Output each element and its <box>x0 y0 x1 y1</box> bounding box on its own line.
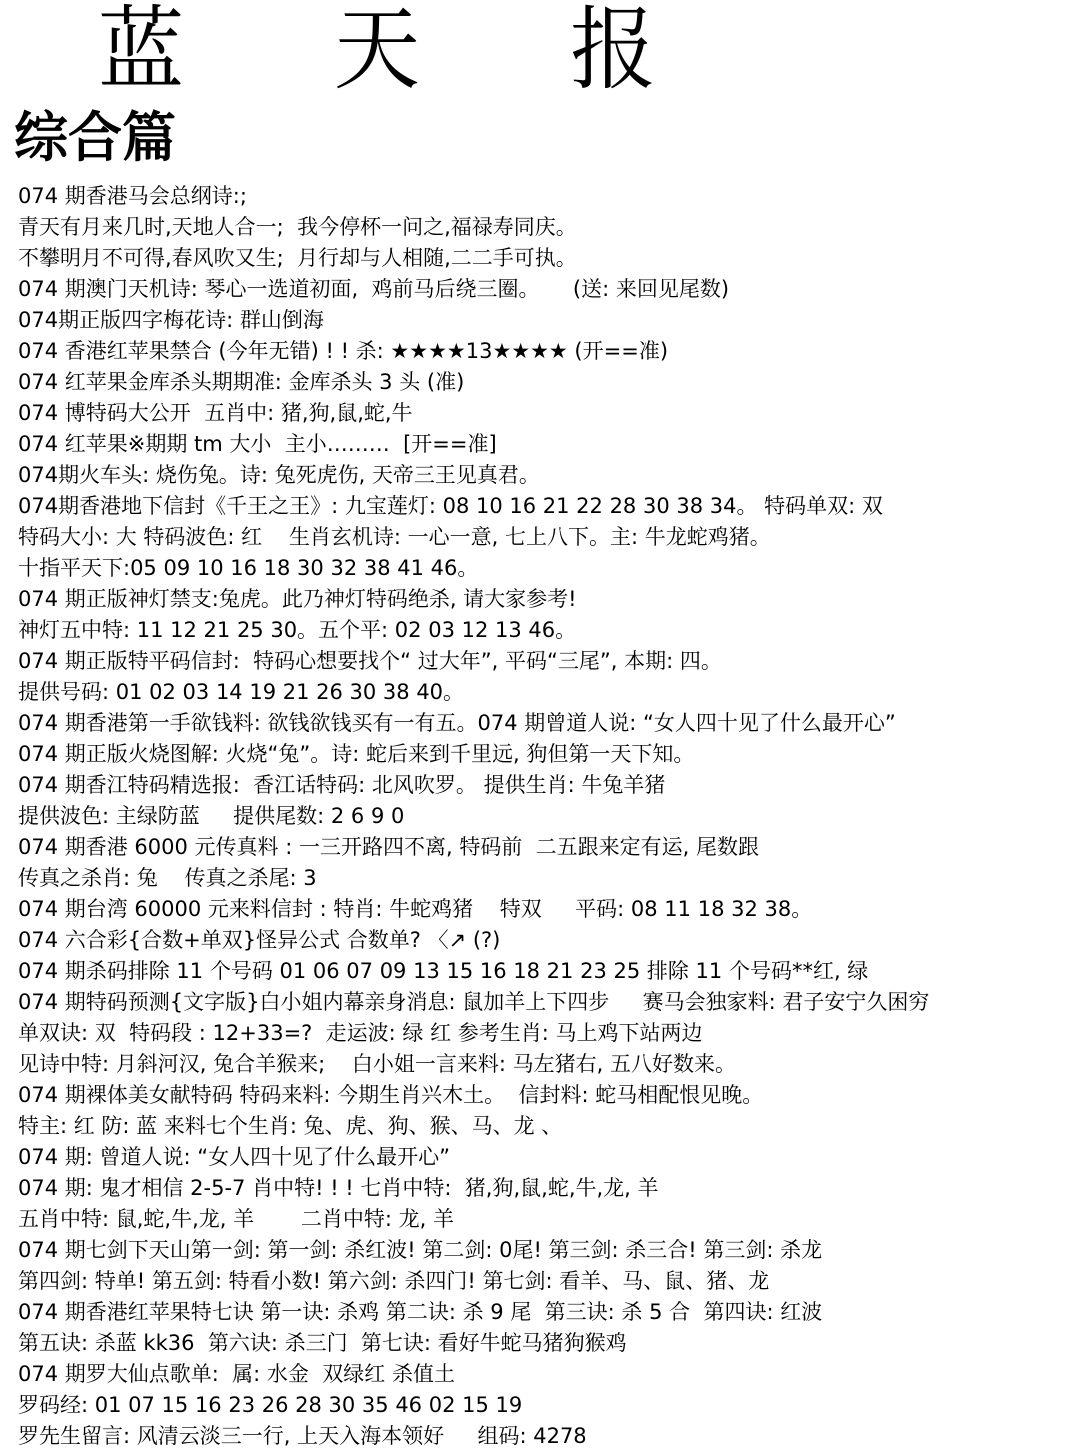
text-line: 074 期香港 6000 元传真料 : 一三开路四不离, 特码前 二五跟来定有运, 尾数跟 <box>18 835 760 859</box>
text-line: 第五诀: 杀蓝 kk36 第六诀: 杀三门 第七诀: 看好牛蛇马猪狗猴鸡 <box>18 1331 627 1355</box>
text-line: 第四剑: 特单! 第五剑: 特看小数! 第六剑: 杀四门! 第七剑: 看羊、马、鼠、猪、龙 <box>18 1269 770 1293</box>
text-line: 074 期台湾 60000 元来料信封 : 特肖: 牛蛇鸡猪 特双 平码: 08 11 18 32 38。 <box>18 897 813 921</box>
text-line: 074 期正版神灯禁支:兔虎。此乃神灯特码绝杀, 请大家参考! <box>18 587 577 611</box>
text-line: 罗码经: 01 07 15 16 23 26 28 30 35 46 02 15 19 <box>18 1393 523 1417</box>
text-line: 特主: 红 防: 蓝 来料七个生肖: 兔、虎、狗、猴、马、龙 、 <box>18 1114 563 1138</box>
text-line: 074 六合彩{合数+单双}怪异公式 合数单? 〈↗ (?) <box>18 928 501 952</box>
text-line: 074期火车头: 烧伤兔。诗: 兔死虎伤, 天帝三王见真君。 <box>18 463 540 487</box>
masthead-char-lan: 蓝 <box>98 0 184 103</box>
text-line: 074 期七剑下天山第一剑: 第一剑: 杀红波! 第二剑: 0尾! 第三剑: 杀三合! 第三剑: 杀龙 <box>18 1238 823 1262</box>
text-line: 提供号码: 01 02 03 14 19 21 26 30 38 40。 <box>18 680 465 704</box>
text-line: 074 期香港马会总纲诗:; <box>18 184 247 208</box>
text-line: 074 期裸体美女献特码 特码来料: 今期生肖兴木土。 信封料: 蛇马相配恨见晚。 <box>18 1083 764 1107</box>
text-line: 074 期香港第一手欲钱料: 欲钱欲钱买有一有五。074 期曾道人说: “女人四十见了什么最开心” <box>18 711 896 735</box>
text-line: 见诗中特: 月斜河汉, 兔合羊猴来; 白小姐一言来料: 马左猪右, 五八好数来。 <box>18 1052 736 1076</box>
text-line: 提供波色: 主绿防蓝 提供尾数: 2 6 9 0 <box>18 804 405 828</box>
text-line: 074 期: 曾道人说: “女人四十见了什么最开心” <box>18 1145 451 1169</box>
text-line: 传真之杀肖: 兔 传真之杀尾: 3 <box>18 866 317 890</box>
text-line: 特码大小: 大 特码波色: 红 生肖玄机诗: 一心一意, 七上八下。主: 牛龙蛇鸡猪。 <box>18 525 771 549</box>
text-line: 074 期正版火烧图解: 火烧“兔”。诗: 蛇后来到千里远, 狗但第一天下知。 <box>18 742 695 766</box>
text-line: 074 香港红苹果禁合 (今年无错) ! ! 杀: ★★★★13★★★★ (开==准) <box>18 339 669 363</box>
text-line: 074 红苹果金库杀头期期准: 金库杀头 3 头 (准) <box>18 370 465 394</box>
content-lines <box>18 181 1078 1452</box>
text-line: 十指平天下:05 09 10 16 18 30 32 38 41 46。 <box>18 556 479 580</box>
text-line: 074 期杀码排除 11 个号码 01 06 07 09 13 15 16 18 21 23 25 排除 11 个号码**红, 绿 <box>18 959 869 983</box>
text-line: 074 期正版特平码信封: 特码心想要找个“ 过大年”, 平码“三尾”, 本期: 四。 <box>18 649 722 673</box>
text-line: 青天有月来几时,天地人合一; 我今停杯一问之,福禄寿同庆。 <box>18 215 577 239</box>
text-line: 神灯五中特: 11 12 21 25 30。五个平: 02 03 12 13 46。 <box>18 618 577 642</box>
section-title: 综合篇 <box>14 106 176 169</box>
text-line: 罗先生留言: 风清云淡三一行, 上天入海本领好 组码: 4278 <box>18 1424 587 1448</box>
text-line: 074 期澳门天机诗: 琴心一选道初面, 鸡前马后绕三圈。 (送: 来回见尾数) <box>18 277 730 301</box>
text-line: 074 期香港红苹果特七诀 第一诀: 杀鸡 第二诀: 杀 9 尾 第三诀: 杀 5 合 第四诀: 红波 <box>18 1300 823 1324</box>
masthead-char-bao: 报 <box>570 0 656 103</box>
text-line: 074期香港地下信封《千王之王》: 九宝莲灯: 08 10 16 21 22 28 30 38 34。 特码单双: 双 <box>18 494 883 518</box>
text-line: 单双诀: 双 特码段 : 12+33=? 走运波: 绿 红 参考生肖: 马上鸡下站两边 <box>18 1021 703 1045</box>
text-line: 074 红苹果※期期 tm 大小 主小……… [开==准] <box>18 432 497 456</box>
text-line: 074 期特码预测{文字版}白小姐内幕亲身消息: 鼠加羊上下四步 赛马会独家料: 君子安宁久困穷 <box>18 990 930 1014</box>
text-line: 074 博特码大公开 五肖中: 猪,狗,鼠,蛇,牛 <box>18 401 413 425</box>
text-line: 074 期罗大仙点歌单: 属: 水金 双绿红 杀值土 <box>18 1362 455 1386</box>
text-line: 074期正版四字梅花诗: 群山倒海 <box>18 308 324 332</box>
text-line: 不攀明月不可得,春风吹又生; 月行却与人相随,二二手可执。 <box>18 246 577 270</box>
masthead <box>0 0 1080 103</box>
text-line: 074 期香江特码精选报: 香江话特码: 北风吹罗。 提供生肖: 牛兔羊猪 <box>18 773 666 797</box>
text-line: 五肖中特: 鼠,蛇,牛,龙, 羊 二肖中特: 龙, 羊 <box>18 1207 454 1231</box>
text-line: 074 期: 鬼才相信 2-5-7 肖中特! ! ! 七肖中特: 猪,狗,鼠,蛇,牛,龙, 羊 <box>18 1176 659 1200</box>
masthead-char-tian: 天 <box>334 0 420 103</box>
